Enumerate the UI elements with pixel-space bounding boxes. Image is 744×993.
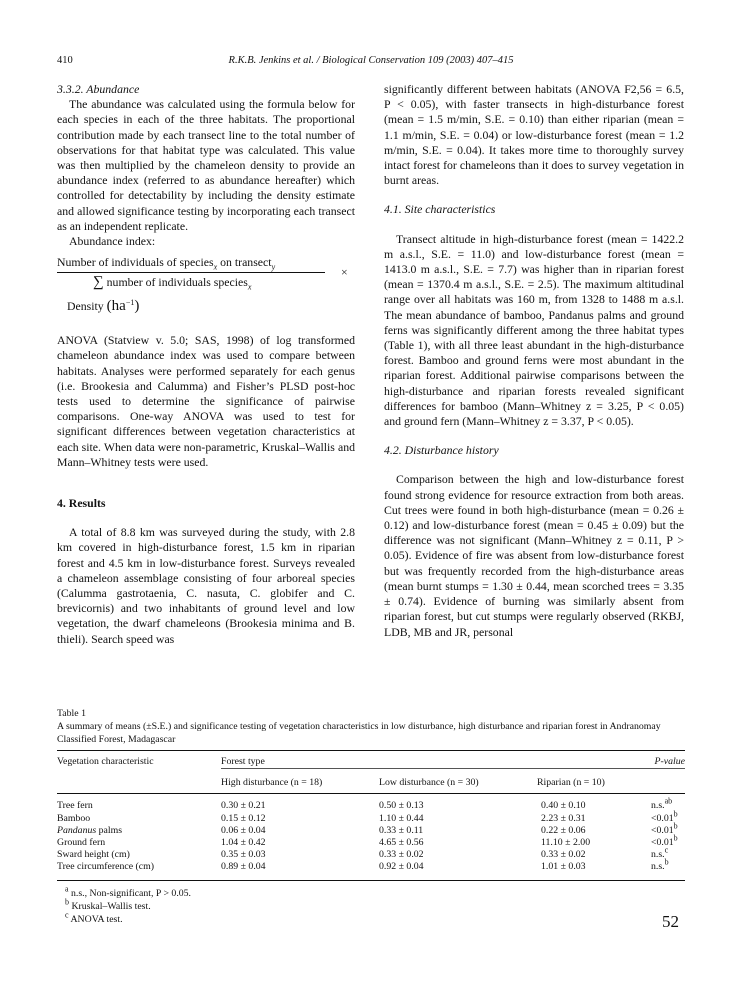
formula-denominator: ∑ number of individuals species$_x$ xyxy=(93,274,252,292)
cell-low: 0.33 ± 0.02 xyxy=(379,849,424,861)
header-vegetation: Vegetation characteristic xyxy=(57,756,154,767)
cell-characteristic: Tree fern xyxy=(57,800,93,812)
cell-characteristic: Ground fern xyxy=(57,837,106,849)
left-column xyxy=(57,82,355,647)
cell-riparian: 2.23 ± 0.31 xyxy=(541,812,586,824)
cell-low: 1.10 ± 0.44 xyxy=(379,812,424,824)
header-riparian: Riparian (n = 10) xyxy=(537,769,651,794)
cell-characteristic: Tree circumference (cm) xyxy=(57,861,155,873)
cell-high: 1.04 ± 0.42 xyxy=(221,837,266,849)
anova-paragraph: ANOVA (Statview v. 5.0; SAS, 1998) of log transformed chameleon abundance index was used to compare between habitats. Analyses were performed separately for each genus (i.e. Brookesia and Calumma) and Fisher’s PLSD post-hoc tests used to determine the significance of pairwise comparisons. One-way ANOVA was used to test for significant differences between vegetation characteristics at each site. When data were non-parametric, Kruskal–Wallis and Mann–Whitney tests were used. xyxy=(57,333,355,469)
header-forest-type: Forest type xyxy=(221,756,265,767)
cell-high: 0.35 ± 0.03 xyxy=(221,849,266,861)
footnote: $^a$ n.s., Non-significant, P > 0.05. xyxy=(65,884,192,899)
cell-pvalue: n.s.$^c$ xyxy=(651,845,669,861)
table-row xyxy=(57,837,685,849)
disturbance-history-paragraph: Comparison between the high and low-disturbance forest found strong evidence for resource extraction from both areas. Cut trees were found in both high-disturbance (mean = 0.26 ± 0.12) and low-disturbance forest (mean = 0.45 ± 0.09) but the difference was not significant (Mann–Whitney z = 0.11, P > 0.05). Evidence of fire was absent from low-disturbance forest but was frequently recorded from the high-disturbance areas (mean burnt stumps = 1.30 ± 0.44, mean scorched trees = 3.35 ± 0.74). Evidence of burning was similarly absent from riparian forest, but cut stumps were regularly observed (RKBJ, LDB, MB and JR, personal xyxy=(384,472,684,639)
cell-low: 0.92 ± 0.04 xyxy=(379,861,424,873)
abundance-index-label: Abundance index: xyxy=(69,234,156,249)
header-low-disturbance: Low disturbance (n = 30) xyxy=(379,769,537,794)
table-row xyxy=(57,813,685,825)
section-3-3-2-title: 3.3.2. Abundance xyxy=(57,82,140,96)
cell-low: 4.65 ± 0.56 xyxy=(379,837,424,849)
cell-riparian: 1.01 ± 0.03 xyxy=(541,861,586,873)
cell-high: 0.30 ± 0.21 xyxy=(221,800,266,812)
cell-riparian: 0.33 ± 0.02 xyxy=(541,849,586,861)
cell-high: 0.89 ± 0.04 xyxy=(221,861,266,873)
cell-pvalue: <0.01$^b$ xyxy=(651,821,678,836)
cell-high: 0.06 ± 0.04 xyxy=(221,824,266,836)
section-4-results-title: 4. Results xyxy=(57,496,106,511)
formula-fraction-bar xyxy=(57,272,325,273)
table-row xyxy=(57,825,685,837)
search-speed-paragraph: significantly different between habitats (ANOVA F2,56 = 6.5, P < 0.05), with faster transects in high-disturbance forest (mean = 1.5 m/min, S.E. = 0.10) than either riparian (mean = 1.1 m/min, S.E. = 0.04) or low-disturbance forest (mean = 1.2 m/min, S.E. = 0.04). It takes more time to thoroughly survey intact forest for chameleons than it does to survey vegetation in burnt areas. xyxy=(384,82,684,188)
table-row xyxy=(57,849,685,861)
abundance-formula xyxy=(57,255,355,333)
cell-characteristic: Bamboo xyxy=(57,812,91,824)
running-head: R.K.B. Jenkins et al. / Biological Conservation 109 (2003) 407–415 xyxy=(228,55,514,66)
formula-numerator: Number of individuals of species$_x$ on transect$_y$ xyxy=(57,255,276,272)
cell-pvalue: <0.01$^b$ xyxy=(651,809,678,824)
site-characteristics-paragraph: Transect altitude in high-disturbance forest (mean = 1422.2 m a.s.l., S.E. = 11.0) and low-disturbance forest (mean = 1413.0 m a.s.l., S.E. = 7.7) was higher than in riparian forest (mean = 1370.4 m a.s.l., S.E. = 2.5). The maximum altitudinal range over all habitats was 160 m, from 1328 to 1488 m a.s.l. The mean abundance of bamboo, Pandanus palms and ground ferns was significantly different among the three habitat types (Table 1), with all three least abundant in the high-disturbance forest. Bamboo and ground ferns were most abundant in the riparian forest. Additional pairwise comparisons between the high-disturbance and riparian forests revealed significant differences for bamboo (Mann–Whitney z = 3.25, P < 0.05) and ground fern (Mann–Whitney z = 3.37, P < 0.05). xyxy=(384,231,684,429)
cell-pvalue: n.s.$^b$ xyxy=(651,858,669,873)
section-4-2-title: 4.2. Disturbance history xyxy=(384,443,499,458)
header-page-number: 410 xyxy=(57,55,73,66)
cell-characteristic: Sward height (cm) xyxy=(57,849,130,861)
footnote: $^c$ ANOVA test. xyxy=(65,910,123,925)
vegetation-table xyxy=(57,750,685,881)
table-1 xyxy=(57,707,685,926)
cell-low: 0.50 ± 0.13 xyxy=(379,800,424,812)
abundance-paragraph: The abundance was calculated using the formula below for each species in each of the three habitats. The proportional contribution made by each transect line to the total number of observations for that habitat type was calculated. This value was then multiplied by the chameleon density to provide an abundance index (referred to as abundance hereafter) which controlled for detectability by including the density estimate and allowed significance testing by incorporating each transect as an independent replicate. xyxy=(57,97,355,233)
header-pvalue: P-value xyxy=(654,756,685,767)
cell-low: 0.33 ± 0.11 xyxy=(379,824,424,836)
cell-characteristic: Pandanus palms xyxy=(57,824,123,836)
table-row xyxy=(57,794,685,813)
cell-high: 0.15 ± 0.12 xyxy=(221,812,266,824)
cell-pvalue: n.s.$^{ab}$ xyxy=(651,797,673,812)
footnote: $^b$ Kruskal–Wallis test. xyxy=(65,897,151,912)
page-footer-number: 52 xyxy=(662,912,679,931)
cell-riparian: 0.40 ± 0.10 xyxy=(541,800,586,812)
cell-riparian: 11.10 ± 2.00 xyxy=(541,837,591,849)
formula-density: Density $(ha^{-1})$ xyxy=(67,298,140,315)
header-high-disturbance: High disturbance (n = 18) xyxy=(221,769,379,794)
formula-times-sign: × xyxy=(341,265,348,280)
right-column xyxy=(384,82,684,640)
results-paragraph: A total of 8.8 km was surveyed during the study, with 2.8 km covered in high-disturbance forest, 1.5 km in riparian forest and 4.5 km in low-disturbance forest. Surveys revealed a chameleon assemblage consisting of four arboreal species (Calumma gastrotaenia, C. nasuta, C. globifer and C. brevicornis) and two inhabitants of ground level and low vegetation, the dwarf chameleons (Brookesia minima and B. thieli). Search speed was xyxy=(57,525,355,646)
table-caption: A summary of means (±S.E.) and significance testing of vegetation characteristics in low disturbance, high disturbance and riparian forest in Andranomay Classified Forest, Madagascar xyxy=(57,721,661,745)
section-4-1-title: 4.1. Site characteristics xyxy=(384,202,496,217)
cell-riparian: 0.22 ± 0.06 xyxy=(541,824,586,836)
cell-pvalue: <0.01$^b$ xyxy=(651,833,678,849)
table-footnotes xyxy=(57,884,685,926)
table-row xyxy=(57,861,685,873)
table-label: Table 1 xyxy=(57,708,86,719)
